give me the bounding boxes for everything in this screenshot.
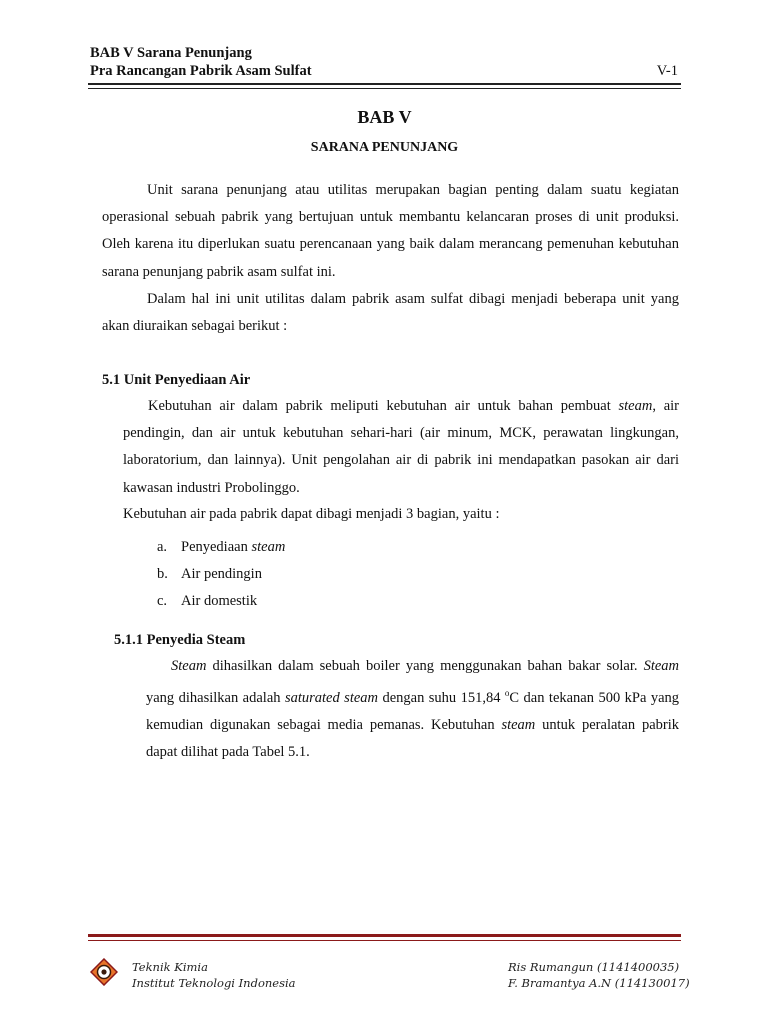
footer-rule-thick <box>88 934 681 937</box>
section-heading-5-1-1: 5.1.1 Penyedia Steam <box>114 632 246 648</box>
footer-rule-thin <box>88 940 681 941</box>
chapter-subtitle: SARANA PENUNJANG <box>310 140 459 155</box>
water-needs-list <box>157 534 285 615</box>
intro-paragraph-1: Unit sarana penunjang atau utilitas merupakan bagian penting dalam suatu kegiatan operasional sebuah pabrik yang bertujuan untuk membantu kelancaran proses di unit produksi. Oleh karena itu diperlukan suatu perencanaan yang baik dalam merancang pemenuhan kebutuhan sarana penunjang pabrik asam sulfat ini. <box>102 182 679 280</box>
page-number: V-1 <box>656 63 678 79</box>
footer-author-1: Ris Rumangun (1141400035) <box>508 960 680 974</box>
intro-paragraph-2: Dalam hal ini unit utilitas dalam pabrik asam sulfat dibagi menjadi beberapa unit yang akan diuraikan sebagai berikut : <box>102 291 679 335</box>
header-chapter: BAB V Sarana Penunjang <box>90 45 252 61</box>
list-item: b. Air pendingin <box>157 566 262 582</box>
header-rule-thin <box>88 88 681 89</box>
section-5-1-paragraph-2: Kebutuhan air pada pabrik dapat dibagi menjadi 3 bagian, yaitu : <box>123 506 500 522</box>
footer-author-2: F. Bramantya A.N (114130017) <box>508 976 690 990</box>
header-title: Pra Rancangan Pabrik Asam Sulfat <box>90 63 312 79</box>
list-item: a. Penyediaan steam <box>157 539 286 555</box>
section-5-1-paragraph: Kebutuhan air dalam pabrik meliputi kebutuhan air untuk bahan pembuat steam, air pendingin, dan air untuk kebutuhan sehari-hari (air minum, MCK, perawatan lingkungan, laboratorium, dan lainnya). Unit pengolahan air di pabrik ini mendapatkan pasokan air dari kawasan industri Probolinggo. <box>123 398 679 496</box>
section-5-1-1-paragraph: Steam dihasilkan dalam sebuah boiler yang menggunakan bahan bakar solar. Steam yang dihasilkan adalah saturated steam dengan suhu 151,84 $^o$C dan tekanan 500 kPa yang kemudian digunakan sebagai media pemanas. Kebutuhan steam untuk peralatan pabrik dapat dilihat pada Tabel 5.1. <box>146 658 680 761</box>
footer-institute: Institut Teknologi Indonesia <box>132 976 296 990</box>
chapter-title: BAB V <box>357 107 412 127</box>
list-item: c. Air domestik <box>157 593 258 609</box>
itb-logo-icon <box>90 958 118 986</box>
footer-department: Teknik Kimia <box>132 960 208 974</box>
header-rule-thick <box>88 83 681 85</box>
section-heading-5-1: 5.1 Unit Penyediaan Air <box>102 372 251 388</box>
